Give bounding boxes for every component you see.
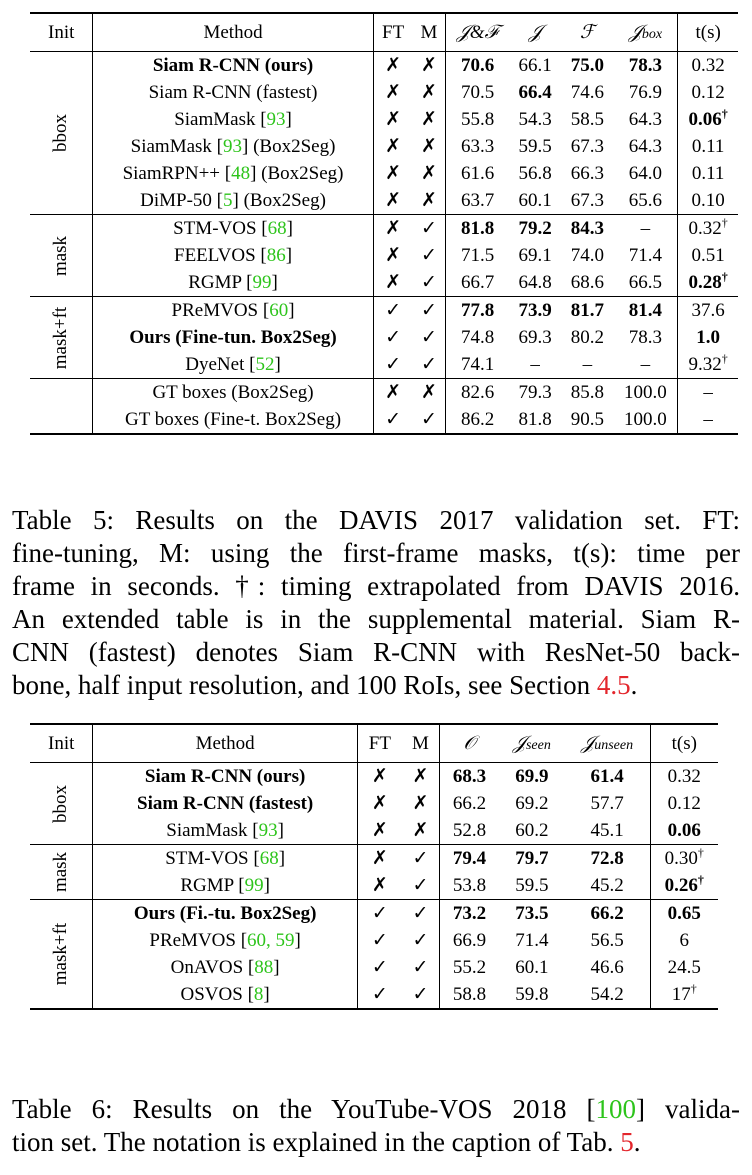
jseen-cell: 60.1 — [515, 956, 549, 978]
citation-link[interactable]: 60 — [269, 299, 289, 321]
ft-cell: ✗ — [385, 272, 402, 293]
m-cell: ✓ — [402, 900, 439, 928]
table-row — [30, 406, 738, 434]
method-cell: Ours (Fine-tun. Box2Seg) — [93, 324, 373, 351]
method-cell: OSVOS [8] — [93, 981, 357, 1009]
time-cell: 6 — [679, 929, 689, 951]
jbox-cell: 100.0 — [614, 406, 678, 434]
junseen-cell: 45.2 — [565, 872, 650, 900]
ft-cell: ✗ — [385, 163, 402, 184]
m-cell: ✓ — [402, 872, 439, 900]
jf-cell: 77.8 — [460, 299, 495, 321]
m-cell: ✗ — [413, 52, 446, 80]
jf-cell: 74.8 — [460, 326, 495, 348]
ft-cell: ✗ — [385, 82, 402, 103]
jbox-cell: 76.9 — [614, 79, 678, 106]
header-time: t(s) — [695, 21, 721, 43]
ft-cell: ✗ — [385, 245, 402, 266]
group-label-text: mask — [50, 235, 72, 276]
table-6-header-row — [30, 724, 718, 763]
j-cell: 69.3 — [518, 326, 552, 348]
table-6-body — [30, 763, 718, 1010]
jbox-cell: – — [614, 351, 678, 379]
jf-cell: 82.6 — [460, 381, 495, 403]
method-cell: Siam R-CNN (fastest) — [93, 790, 357, 817]
m-cell: ✗ — [402, 790, 439, 817]
method-cell: Ours (Fi.-tu. Box2Seg) — [93, 900, 357, 928]
jbox-cell: 71.4 — [614, 242, 678, 269]
junseen-cell: 72.8 — [565, 845, 650, 873]
header-jf: 𝒥&ℱ — [456, 21, 499, 43]
table-row — [30, 379, 738, 407]
ft-cell: ✗ — [385, 136, 402, 157]
jbox-cell: 65.6 — [614, 187, 678, 215]
header-init: Init — [30, 13, 93, 52]
o-cell: 53.8 — [452, 874, 487, 896]
group-label — [30, 845, 93, 900]
jseen-cell: 69.9 — [515, 765, 549, 787]
m-cell: ✓ — [402, 954, 439, 981]
group-label-text: bbox — [50, 784, 72, 823]
ft-cell: ✓ — [371, 903, 388, 924]
time-cell: 0.10 — [691, 189, 725, 211]
ft-cell: ✗ — [371, 875, 388, 896]
j-cell: – — [530, 353, 540, 375]
junseen-cell: 45.1 — [565, 817, 650, 845]
jseen-cell: 71.4 — [515, 929, 549, 951]
method-cell: RGMP [99] — [93, 872, 357, 900]
junseen-cell: 61.4 — [565, 763, 650, 791]
time-cell: 0.11 — [691, 135, 725, 157]
ft-cell: ✗ — [371, 848, 388, 869]
group-label-text: mask+ft — [50, 922, 72, 986]
table-row — [30, 187, 738, 215]
time-cell: 37.6 — [691, 299, 725, 321]
junseen-cell: 46.6 — [565, 954, 650, 981]
f-cell: 68.6 — [570, 271, 604, 293]
ft-cell: ✗ — [385, 109, 402, 130]
f-cell: 84.3 — [570, 217, 604, 239]
j-cell: 64.8 — [518, 271, 552, 293]
m-cell: ✗ — [413, 160, 446, 187]
table-row — [30, 790, 718, 817]
m-cell: ✗ — [413, 187, 446, 215]
method-cell: SiamMask [93] (Box2Seg) — [93, 133, 373, 160]
jf-cell: 81.8 — [460, 217, 495, 239]
method-cell: SiamMask [93] — [93, 106, 373, 133]
m-cell: ✓ — [402, 845, 439, 873]
f-cell: 80.2 — [570, 326, 604, 348]
method-cell: Siam R-CNN (ours) — [93, 763, 357, 791]
ft-cell: ✗ — [371, 820, 388, 841]
time-cell: 0.30† — [664, 845, 704, 869]
o-cell: 66.9 — [452, 929, 487, 951]
jbox-cell: – — [614, 215, 678, 243]
method-cell: GT boxes (Box2Seg) — [93, 379, 373, 407]
citation-link[interactable]: 88 — [254, 956, 274, 978]
ft-cell: ✓ — [385, 300, 402, 321]
m-cell: ✓ — [413, 242, 446, 269]
m-cell: ✓ — [413, 297, 446, 325]
time-cell: 0.51 — [691, 244, 725, 266]
jf-cell: 55.8 — [460, 108, 495, 130]
table-row — [30, 900, 718, 928]
f-cell: 67.3 — [570, 135, 604, 157]
jseen-cell: 59.5 — [515, 874, 549, 896]
table-row — [30, 324, 738, 351]
table-5-header-row — [30, 13, 738, 52]
ft-cell: ✗ — [385, 190, 402, 211]
table-5-caption — [12, 504, 740, 702]
method-cell: PReMVOS [60] — [93, 297, 373, 325]
table-row — [30, 872, 718, 900]
time-cell: 0.12 — [667, 792, 701, 814]
citation-link[interactable]: 99 — [252, 271, 272, 293]
jf-cell: 86.2 — [460, 408, 495, 430]
junseen-cell: 57.7 — [565, 790, 650, 817]
jf-cell: 63.7 — [460, 189, 495, 211]
jbox-cell: 66.5 — [614, 269, 678, 297]
caption-5-line: bone, half input resolution, and 100 RoIs, see Section 4.5. — [12, 670, 638, 700]
m-cell: ✓ — [402, 981, 439, 1009]
f-cell: 58.5 — [570, 108, 604, 130]
section-link[interactable]: 4.5 — [596, 670, 631, 700]
citation-link[interactable]: 93 — [258, 819, 278, 841]
o-cell: 66.2 — [452, 792, 487, 814]
header-method: Method — [93, 13, 373, 52]
jf-cell: 71.5 — [460, 244, 495, 266]
jf-cell: 61.6 — [460, 162, 495, 184]
m-cell: ✗ — [413, 106, 446, 133]
caption-5-line: CNN (fastest) denotes Siam R-CNN with ResNet-50 back- — [12, 637, 740, 667]
f-cell: 85.8 — [570, 381, 604, 403]
jseen-cell: 60.2 — [515, 819, 549, 841]
m-cell: ✗ — [402, 817, 439, 845]
j-cell: 60.1 — [518, 189, 552, 211]
table-link[interactable]: 5 — [620, 1127, 634, 1157]
method-cell: Siam R-CNN (ours) — [93, 52, 373, 80]
ft-cell: ✗ — [385, 55, 402, 76]
table-row — [30, 106, 738, 133]
table-row — [30, 763, 718, 791]
caption-6-line: tion set. The notation is explained in the caption of Tab. 5. — [12, 1127, 641, 1157]
table-row — [30, 133, 738, 160]
dagger-mark: † — [690, 981, 697, 996]
f-cell: 90.5 — [570, 408, 604, 430]
ft-cell: ✗ — [371, 793, 388, 814]
dagger-mark: † — [721, 106, 728, 121]
j-cell: 56.8 — [518, 162, 552, 184]
jf-cell: 63.3 — [460, 135, 495, 157]
jseen-cell: 73.5 — [515, 902, 549, 924]
m-cell: ✓ — [413, 351, 446, 379]
dagger-mark: † — [697, 872, 704, 887]
jbox-cell: 64.0 — [614, 160, 678, 187]
time-cell: 0.26† — [664, 872, 704, 896]
header-method: Method — [93, 724, 357, 763]
ft-cell: ✓ — [371, 984, 388, 1005]
jbox-cell: 78.3 — [614, 324, 678, 351]
method-cell: SiamRPN++ [48] (Box2Seg) — [93, 160, 373, 187]
method-cell: STM-VOS [68] — [93, 215, 373, 243]
jseen-cell: 59.8 — [515, 983, 549, 1005]
citation-link[interactable]: 5 — [223, 189, 233, 211]
table-row — [30, 817, 718, 845]
jf-cell: 70.6 — [460, 54, 495, 76]
header-m: M — [402, 724, 439, 763]
group-label-text: mask+ft — [50, 306, 72, 369]
method-cell: STM-VOS [68] — [93, 845, 357, 873]
o-cell: 58.8 — [452, 983, 487, 1005]
jbox-cell: 100.0 — [614, 379, 678, 407]
method-cell: Siam R-CNN (fastest) — [93, 79, 373, 106]
method-cell: FEELVOS [86] — [93, 242, 373, 269]
caption-5-line: frame in seconds. †: timing extrapolated from DAVIS 2016. — [12, 571, 740, 601]
junseen-cell: 66.2 — [565, 900, 650, 928]
table-row — [30, 927, 718, 954]
jf-cell: 66.7 — [460, 271, 495, 293]
time-cell: 24.5 — [667, 956, 701, 978]
ft-cell: ✗ — [371, 766, 388, 787]
time-cell: 0.32† — [688, 215, 728, 239]
citation-link[interactable]: 99 — [244, 874, 264, 896]
jbox-cell: 78.3 — [614, 52, 678, 80]
header-f: ℱ — [579, 22, 595, 43]
ft-cell: ✓ — [371, 957, 388, 978]
dagger-mark: † — [721, 215, 728, 230]
header-jbox: 𝒥box — [614, 13, 678, 52]
j-cell: 66.4 — [518, 81, 552, 103]
time-cell: 0.28† — [688, 269, 728, 293]
jbox-cell: 64.3 — [614, 106, 678, 133]
m-cell: ✗ — [402, 763, 439, 791]
time-cell: – — [703, 381, 713, 403]
time-cell: 0.32 — [691, 54, 725, 76]
table-row — [30, 845, 718, 873]
jbox-cell: 64.3 — [614, 133, 678, 160]
table-row — [30, 981, 718, 1009]
citation-link[interactable]: 100 — [595, 1094, 637, 1124]
group-label — [30, 215, 93, 297]
citation-link[interactable]: 68 — [267, 217, 287, 239]
j-cell: 73.9 — [518, 299, 552, 321]
dagger-mark: † — [697, 845, 704, 860]
o-cell: 52.8 — [452, 819, 487, 841]
citation-link[interactable]: 68 — [259, 847, 279, 869]
time-cell: 0.12 — [691, 81, 725, 103]
header-init: Init — [30, 724, 93, 763]
table-row — [30, 79, 738, 106]
time-cell: 1.0 — [696, 326, 721, 348]
table-row — [30, 52, 738, 80]
m-cell: ✗ — [413, 133, 446, 160]
table-row — [30, 215, 738, 243]
j-cell: 79.2 — [518, 217, 552, 239]
table-5-body — [30, 52, 738, 435]
time-cell: 0.65 — [667, 902, 701, 924]
header-m: M — [413, 13, 446, 52]
method-cell: SiamMask [93] — [93, 817, 357, 845]
header-o: 𝒪 — [463, 732, 476, 754]
method-cell: GT boxes (Fine-t. Box2Seg) — [93, 406, 373, 434]
ft-cell: ✓ — [385, 327, 402, 348]
ft-cell: ✓ — [385, 409, 402, 430]
j-cell: 66.1 — [518, 54, 552, 76]
time-cell: 0.06 — [667, 819, 701, 841]
f-cell: 74.6 — [570, 81, 604, 103]
citation-link[interactable]: 8 — [253, 983, 264, 1005]
time-cell: 0.32 — [667, 765, 701, 787]
table-5 — [30, 12, 738, 435]
f-cell: 81.7 — [570, 299, 604, 321]
m-cell: ✗ — [413, 79, 446, 106]
dagger-mark: † — [721, 351, 728, 366]
group-label — [30, 297, 93, 379]
time-cell: 0.11 — [691, 162, 725, 184]
ft-cell: ✓ — [371, 930, 388, 951]
table-6-caption — [12, 1093, 740, 1159]
citation-link[interactable]: 93 — [266, 108, 286, 130]
group-label — [30, 52, 93, 215]
o-cell: 73.2 — [452, 902, 487, 924]
method-cell: RGMP [99] — [93, 269, 373, 297]
j-cell: 79.3 — [518, 381, 552, 403]
header-time: t(s) — [671, 732, 697, 754]
m-cell: ✓ — [413, 269, 446, 297]
table-row — [30, 954, 718, 981]
j-cell: 69.1 — [518, 244, 552, 266]
citation-link[interactable]: 93 — [223, 135, 242, 157]
jseen-cell: 69.2 — [515, 792, 549, 814]
group-label-text: bbox — [50, 114, 72, 152]
junseen-cell: 54.2 — [565, 981, 650, 1009]
header-jseen: 𝒥seen — [512, 732, 551, 754]
method-cell: PReMVOS [60, 59] — [93, 927, 357, 954]
table-row — [30, 160, 738, 187]
m-cell: ✓ — [413, 215, 446, 243]
ft-cell: ✓ — [385, 354, 402, 375]
header-j: 𝒥 — [528, 21, 542, 43]
group-label — [30, 379, 93, 435]
table-row — [30, 297, 738, 325]
junseen-cell: 56.5 — [565, 927, 650, 954]
caption-5-line: fine-tuning, M: using the first-frame masks, t(s): time per — [12, 538, 740, 568]
group-label — [30, 763, 93, 845]
m-cell: ✓ — [402, 927, 439, 954]
j-cell: 81.8 — [518, 408, 552, 430]
f-cell: 66.3 — [570, 162, 604, 184]
ft-cell: ✗ — [385, 218, 402, 239]
header-ft: FT — [382, 21, 405, 43]
caption-5-line: Table 5: Results on the DAVIS 2017 validation set. FT: — [12, 505, 740, 535]
table-row — [30, 242, 738, 269]
group-label — [30, 900, 93, 1010]
time-cell: 9.32† — [688, 351, 728, 375]
j-cell: 59.5 — [518, 135, 552, 157]
o-cell: 68.3 — [452, 765, 487, 787]
f-cell: 67.3 — [570, 189, 604, 211]
table-6 — [30, 723, 718, 1010]
m-cell: ✓ — [413, 324, 446, 351]
jbox-cell: 81.4 — [614, 297, 678, 325]
table-5-grid — [30, 12, 738, 435]
method-cell: OnAVOS [88] — [93, 954, 357, 981]
f-cell: 74.0 — [570, 244, 604, 266]
citation-link[interactable]: 52 — [255, 353, 275, 375]
citation-link[interactable]: 48 — [231, 162, 251, 184]
method-cell: DiMP-50 [5] (Box2Seg) — [93, 187, 373, 215]
ft-cell: ✗ — [385, 382, 402, 403]
citation-link[interactable]: 86 — [266, 244, 286, 266]
f-cell: – — [582, 353, 593, 375]
f-cell: 75.0 — [570, 54, 604, 76]
jseen-cell: 79.7 — [515, 847, 549, 869]
o-cell: 55.2 — [452, 956, 487, 978]
time-cell: 0.06† — [688, 106, 728, 130]
table-row — [30, 269, 738, 297]
dagger-mark: † — [721, 269, 728, 284]
time-cell: – — [703, 408, 713, 430]
header-junseen: 𝒥unseen — [565, 724, 650, 763]
method-cell: DyeNet [52] — [93, 351, 373, 379]
caption-6-line: Table 6: Results on the YouTube-VOS 2018 [100] valida- — [12, 1094, 741, 1124]
o-cell: 79.4 — [452, 847, 487, 869]
m-cell: ✗ — [413, 379, 446, 407]
m-cell: ✓ — [413, 406, 446, 434]
table-6-grid — [30, 723, 718, 1010]
j-cell: 54.3 — [518, 108, 552, 130]
caption-5-line: An extended table is in the supplemental material. Siam R- — [12, 604, 740, 634]
citation-link[interactable]: 60, 59 — [247, 929, 295, 951]
jf-cell: 74.1 — [460, 353, 495, 375]
table-row — [30, 351, 738, 379]
group-label-text: mask — [50, 851, 72, 893]
header-ft: FT — [368, 732, 391, 754]
jf-cell: 70.5 — [460, 81, 495, 103]
time-cell: 17† — [671, 981, 697, 1005]
